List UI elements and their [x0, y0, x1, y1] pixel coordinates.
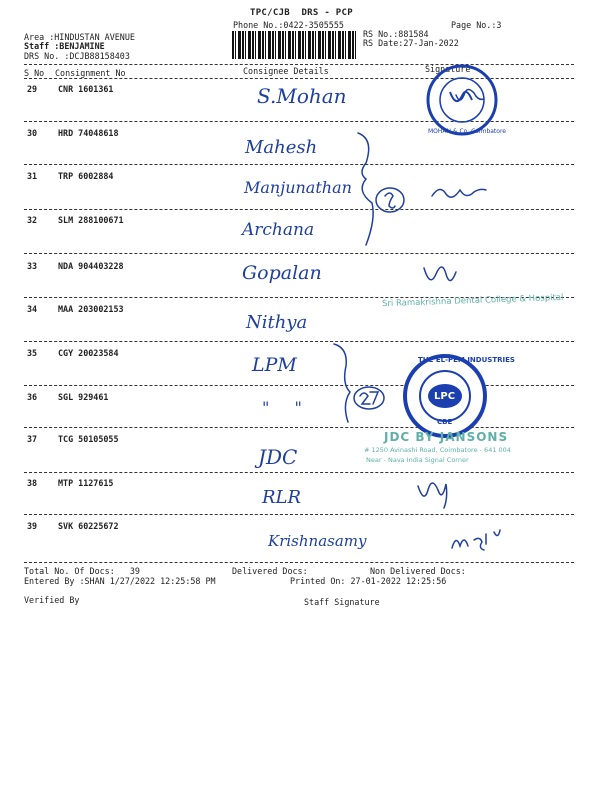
row-consignment: SGL 929461 [58, 392, 109, 402]
non-delivered-docs: Non Delivered Docs: [370, 566, 466, 576]
row-consignment: HRD 74048618 [58, 128, 119, 138]
rs-date: RS Date:27-Jan-2022 [363, 38, 459, 48]
elpem-stamp-text: THE EL-PEM INDUSTRIES [418, 356, 515, 364]
col-consignee: Consignee Details [243, 66, 329, 76]
row-consignment: SVK 60225672 [58, 521, 119, 531]
document-title: TPC/CJB DRS - PCP [250, 8, 353, 18]
total-docs: Total No. Of Docs: 39 [24, 566, 140, 576]
jdc-stamp-title: JDC BY JANSONS [384, 430, 509, 444]
divider [24, 209, 574, 210]
row-consignment: SLM 288100671 [58, 215, 124, 225]
signature-row-31 [432, 189, 486, 197]
handwritten-name: Krishnasamy [268, 532, 367, 550]
jdc-stamp-address: # 1250 Avinashi Road, Coimbatore - 641 004 [364, 446, 511, 454]
handwritten-name: Manjunathan [244, 178, 352, 197]
row-consignment: CGY 20023584 [58, 348, 119, 358]
row-sno: 32 [27, 215, 38, 225]
handwritten-name: Nithya [246, 312, 308, 333]
area-label: Area :HINDUSTAN AVENUE [24, 32, 135, 42]
row-sno: 39 [27, 521, 38, 531]
row-consignment: NDA 904403228 [58, 261, 124, 271]
row-sno: 33 [27, 261, 38, 271]
bracket-mark [358, 133, 373, 245]
handwritten-name: S.Mohan [257, 84, 347, 108]
col-sno: S No [24, 68, 45, 78]
handwritten-name: LPM [252, 354, 297, 376]
divider [24, 64, 574, 65]
signature-row-33 [424, 267, 456, 281]
printed-on: Printed On: 27-01-2022 12:25:56 [290, 576, 447, 586]
divider [24, 385, 574, 386]
elpem-stamp-bottom: CBE [437, 418, 453, 426]
row-consignment: TCG 50105055 [58, 434, 119, 444]
signature-msaji [452, 530, 500, 550]
col-consignment: Consignment No [55, 68, 126, 78]
row-consignment: MAA 203002153 [58, 304, 124, 314]
drs-number: DRS No. :DCJB88158403 [24, 51, 130, 61]
divider [24, 472, 574, 473]
row-consignment: MTP 1127615 [58, 478, 114, 488]
barcode [232, 31, 358, 59]
staff-label: Staff :BENJAMINE [24, 41, 105, 51]
phone-number: Phone No.:0422-3505555 [233, 20, 344, 30]
elpem-stamp-center: LPC [434, 391, 456, 402]
row-sno: 38 [27, 478, 38, 488]
entered-by: Entered By :SHAN 1/27/2022 12:25:58 PM [24, 576, 216, 586]
handwritten-name: Mahesh [245, 137, 318, 158]
verified-by: Verified By [24, 595, 80, 605]
divider [24, 164, 574, 165]
rs-number: RS No.:881584 [363, 29, 429, 39]
bracket-mark [334, 344, 350, 422]
dental-college-stamp: Sri Ramakrishna Dental College & Hospital [381, 292, 564, 310]
row-sno: 29 [27, 84, 38, 94]
mohan-co-stamp-text: MOHAN & Co. Coimbatore [428, 128, 506, 135]
row-sno: 36 [27, 392, 38, 402]
row-sno: 30 [27, 128, 38, 138]
divider [24, 253, 574, 254]
handwritten-name: JDC [258, 445, 298, 469]
delivered-docs: Delivered Docs: [232, 566, 308, 576]
jdc-stamp-landmark: Near - Nava India Signal Corner [366, 456, 469, 464]
row-sno: 34 [27, 304, 38, 314]
mohan-co-stamp [424, 62, 500, 138]
handwritten-name: RLR [262, 487, 302, 508]
circled-number-27 [354, 387, 384, 409]
col-signature: Signature [425, 64, 471, 74]
handwritten-name: Gopalan [242, 262, 322, 284]
row-consignment: TRP 6002884 [58, 171, 114, 181]
row-sno: 37 [27, 434, 38, 444]
row-sno: 35 [27, 348, 38, 358]
row-sno: 31 [27, 171, 38, 181]
divider [24, 562, 574, 563]
divider [24, 514, 574, 515]
page-number: Page No.:3 [451, 20, 502, 30]
handwritten-name: Archana [242, 220, 315, 240]
divider [24, 427, 574, 428]
divider [24, 341, 574, 342]
signature-row-38 [418, 483, 447, 508]
staff-signature: Staff Signature [304, 597, 380, 607]
handwritten-name: " " [262, 398, 312, 417]
row-consignment: CNR 1601361 [58, 84, 114, 94]
